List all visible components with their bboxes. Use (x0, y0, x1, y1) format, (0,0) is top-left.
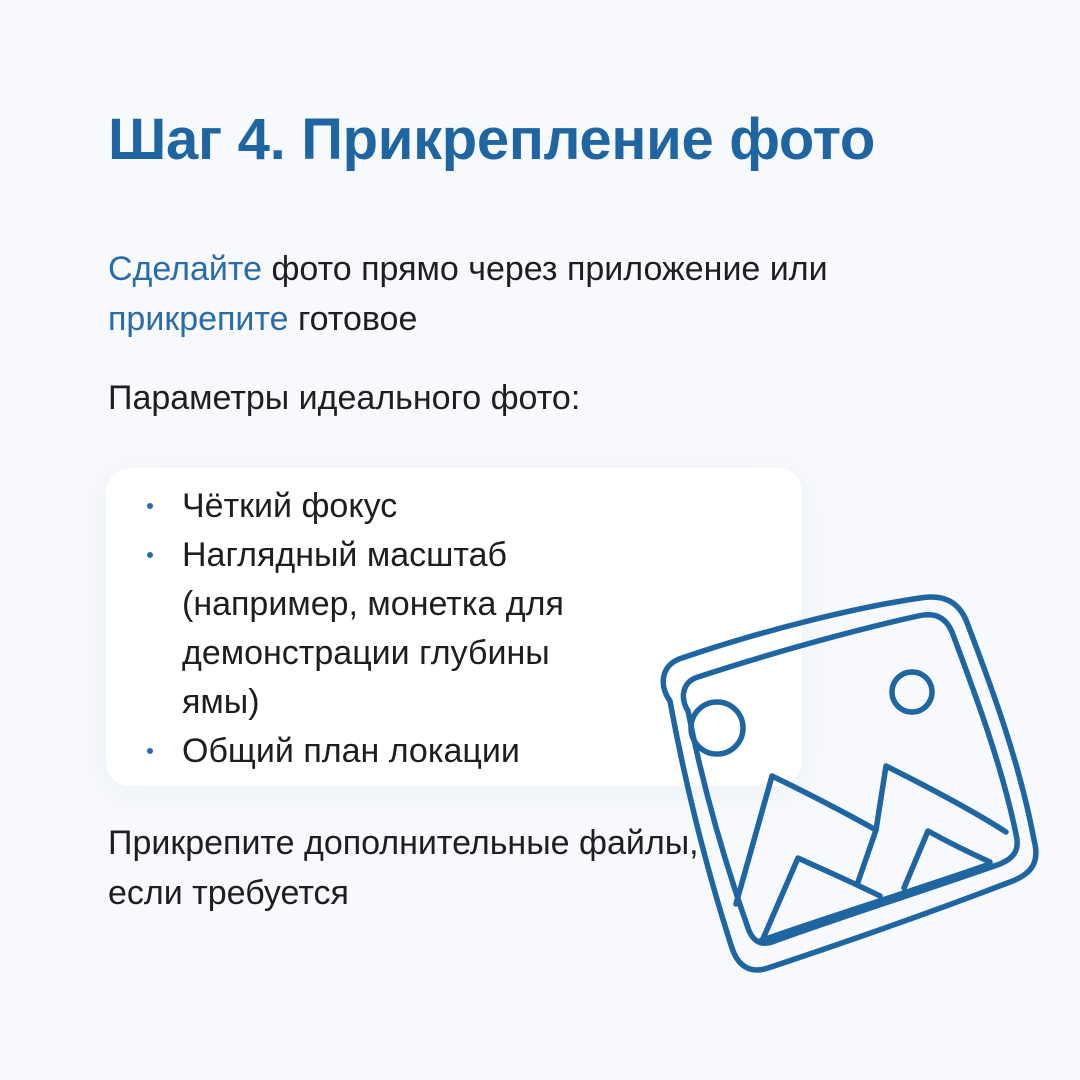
bullet-icon (147, 503, 153, 509)
bullet-icon (147, 748, 153, 754)
list-item (182, 531, 602, 727)
intro-text (108, 244, 868, 344)
photo-image-icon (640, 586, 1050, 986)
list-item (182, 482, 602, 531)
list-item (182, 727, 602, 776)
list-item-text: Общий план локации (182, 732, 520, 770)
intro-text-end: готовое (288, 300, 418, 338)
intro-take-photo-highlight: Сделайте (108, 250, 263, 288)
page-title: Шаг 4. Прикрепление фото (108, 107, 876, 172)
intro-attach-highlight: прикрепите (108, 300, 289, 338)
params-heading: Параметры идеального фото: (108, 379, 581, 417)
params-list (182, 482, 602, 776)
attach-extra-files-text: Прикрепите дополнительные файлы, если требуется (108, 824, 699, 912)
bullet-icon (147, 552, 153, 558)
list-item-text: Наглядный масштаб (например, монетка для демонстрации глубины ямы) (182, 536, 564, 721)
intro-text-middle: фото прямо через приложение или (262, 250, 828, 288)
list-item-text: Чёткий фокус (182, 487, 398, 525)
